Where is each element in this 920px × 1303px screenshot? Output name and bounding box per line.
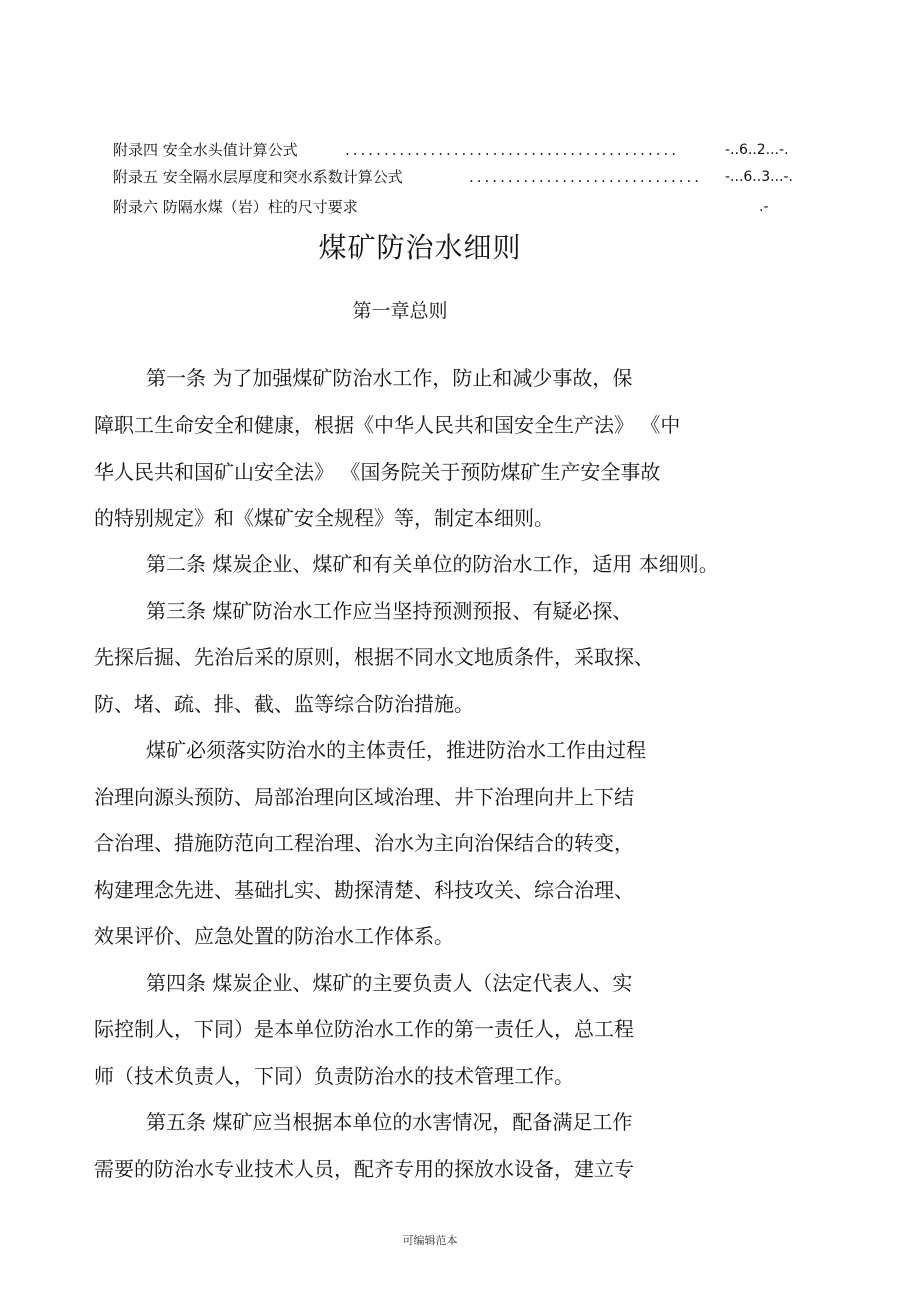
body-line: 际控制人，下同）是本单位防治水工作的第一责任人，总工程 [94, 1017, 634, 1041]
toc-entry-appendix-4[interactable] [113, 140, 813, 162]
body-line: 障职工生命安全和健康，根据《中华人民共和国安全生产法》 《中 [94, 413, 681, 437]
toc-label: 附录五 安全隔水层厚度和突水系数计算公式 [113, 168, 403, 186]
body-line: 先探后掘、先治后采的原则，根据不同水文地质条件，采取探、 [94, 645, 654, 669]
toc-page-number: -...6..3...-. [725, 169, 793, 185]
body-line: 防、堵、疏、排、截、监等综合防治措施。 [94, 692, 474, 716]
toc-leader-dots: .............................. [469, 168, 703, 186]
body-line: 第三条 煤矿防治水工作应当坚持预测预报、有疑必探、 [146, 599, 633, 623]
body-line: 第二条 煤炭企业、煤矿和有关单位的防治水工作，适用 本细则。 [146, 552, 719, 576]
toc-label: 附录四 安全水头值计算公式 [113, 141, 298, 159]
body-line: 第一条 为了加强煤矿防治水工作，防止和减少事故，保 [146, 366, 633, 390]
body-line: 合治理、措施防范向工程治理、治水为主向治保结合的转变， [94, 831, 634, 855]
page-footer: 可编辑范本 [402, 1234, 458, 1247]
toc-label: 附录六 防隔水煤（岩）柱的尺寸要求 [113, 198, 358, 216]
toc-leader-dots: ........................................... [345, 141, 680, 159]
body-line: 师（技术负责人，下同）负责防治水的技术管理工作。 [94, 1064, 574, 1088]
body-line: 构建理念先进、基础扎实、勘探清楚、科技攻关、综合治理、 [94, 878, 634, 902]
body-line: 华人民共和国矿山安全法》 《国务院关于预防煤矿生产安全事故 [94, 460, 661, 484]
toc-page-number: .- [759, 199, 769, 215]
body-line: 煤矿必须落实防治水的主体责任，推进防治水工作由过程 [146, 738, 646, 762]
body-line: 效果评价、应急处置的防治水工作体系。 [94, 924, 454, 948]
toc-entry-appendix-6[interactable] [113, 197, 813, 219]
body-line: 第五条 煤矿应当根据本单位的水害情况，配备满足工作 [146, 1110, 633, 1134]
body-line: 的特别规定》和《煤矿安全规程》等，制定本细则。 [94, 506, 554, 530]
document-title: 煤矿防治水细则 [318, 231, 522, 264]
chapter-heading: 第一章总则 [352, 300, 448, 322]
toc-entry-appendix-5[interactable] [113, 167, 813, 189]
body-line: 治理向源头预防、局部治理向区域治理、井下治理向井上下结 [94, 785, 634, 809]
toc-page-number: -..6..2...-. [725, 142, 789, 158]
body-line: 需要的防治水专业技术人员，配齐专用的探放水设备，建立专 [94, 1157, 634, 1181]
body-line: 第四条 煤炭企业、煤矿的主要负责人（法定代表人、实 [146, 971, 633, 995]
